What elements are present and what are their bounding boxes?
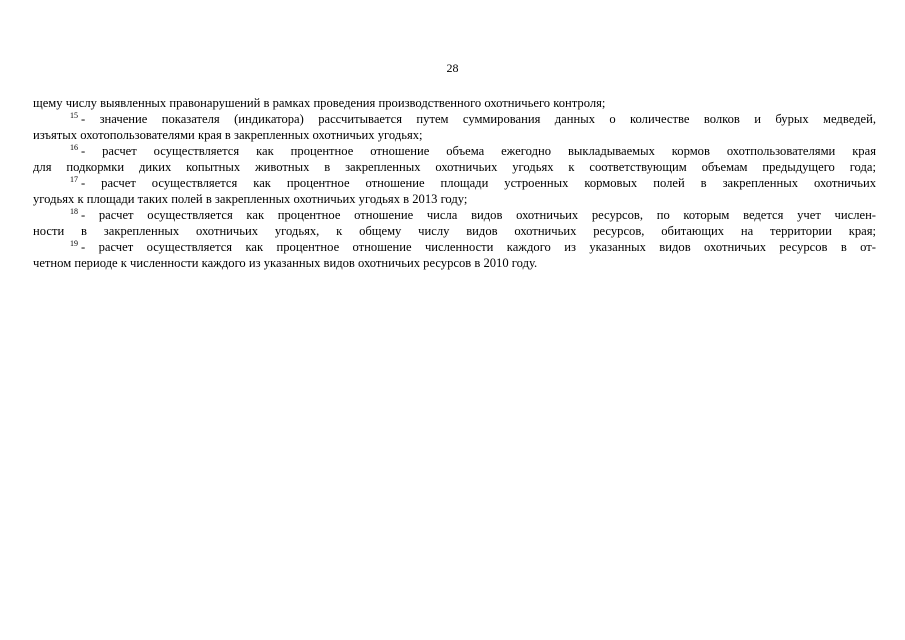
footnote-19-line-1 (33, 239, 876, 255)
footnote-marker-17: 17 (70, 175, 78, 184)
footnote-17-text-1: - расчет осуществляется как процентное отношение площади устроенных кормовых полей в закрепленных охотничьих (81, 176, 876, 190)
footnote-18-line-2: ности в закрепленных охотничьих угодьях, к общему числу видов охотничьих ресурсов, обитающих на территории края; (33, 224, 876, 238)
footnote-marker-15: 15 (70, 111, 78, 120)
footnote-16-text-1: - расчет осуществляется как процентное отношение объема ежегодно выкладываемых кормов охотпользователями края (81, 144, 876, 158)
footnotes-block (33, 95, 876, 271)
footnote-marker-18: 18 (70, 207, 78, 216)
footnote-17-line-2: угодьях к площади таких полей в закрепленных охотничьих угодьях в 2013 году; (33, 192, 468, 206)
footnote-18-line-1 (33, 207, 876, 223)
footnote-15-line-1 (33, 111, 876, 127)
footnote-19-text-1: - расчет осуществляется как процентное отношение численности каждого из указанных видов охотничьих ресурсов в от- (81, 240, 876, 254)
footnote-17-line-1 (33, 175, 876, 191)
footnote-16-line-2: для подкормки диких копытных животных в закрепленных охотничьих угодьях к соответствующим объемам предыдущего года; (33, 160, 876, 174)
footnote-18-text-1: - расчет осуществляется как процентное отношение числа видов охотничьих ресурсов, по которым ведется учет числен- (81, 208, 876, 222)
footnote-19-line-2: четном периоде к численности каждого из указанных видов охотничьих ресурсов в 2010 году. (33, 256, 538, 270)
footnote-16-line-1 (33, 143, 876, 159)
footnote-15-text-1: - значение показателя (индикатора) рассчитывается путем суммирования данных о количестве волков и бурых медведей, (81, 112, 876, 126)
footnote-marker-16: 16 (70, 143, 78, 152)
page-number: 28 (446, 61, 459, 75)
footnote-continuation-line: щему числу выявленных правонарушений в рамках проведения производственного охотничьего контроля; (33, 96, 606, 110)
footnote-15-line-2: изъятых охотопользователями края в закрепленных охотничьих угодьях; (33, 128, 423, 142)
footnote-marker-19: 19 (70, 239, 78, 248)
